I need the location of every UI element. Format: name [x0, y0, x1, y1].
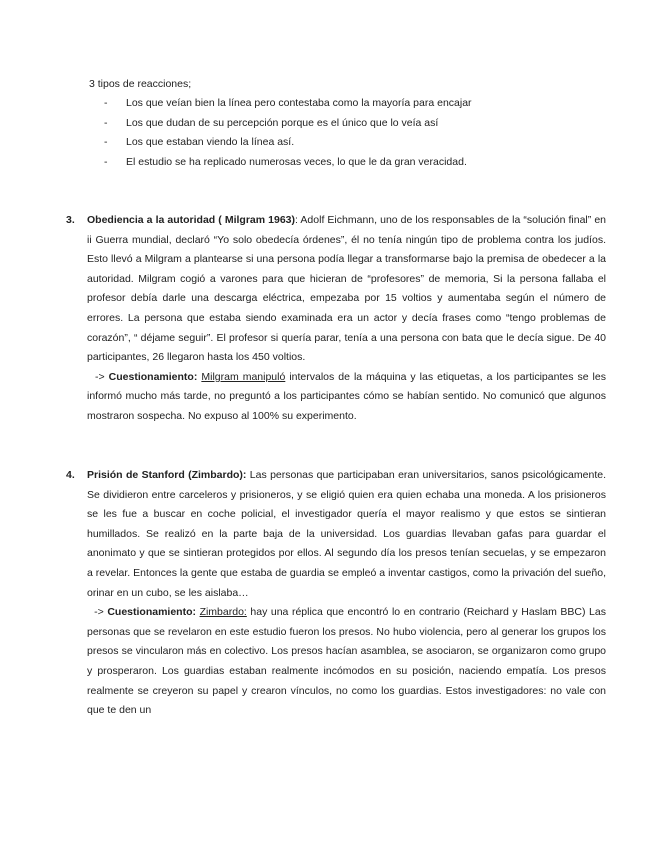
section-stanford [66, 466, 606, 721]
critique-underlined: Zimbardo: [199, 606, 247, 619]
list-item: - Los que estaban viendo la línea así. [104, 135, 574, 155]
arrow-marker: -> [95, 370, 105, 383]
critique-paragraph [87, 603, 606, 721]
critique-text: hay una réplica que encontró lo en contrario (Reichard y Haslam BBC) Las personas que se revelaron en este estudio fueron los presos. No hubo violencia, pero al generar los grupos los presos se vincularon más en colectivo. Los presos hacían asamblea, se asociaron, se organizaron como grupo y prosperaron. Los guardias estaban realmente incómodos en su posición, naciendo empatía. Los presos realmente se creyeron su papel y crearon vínculos, no como los guardias. Estos investigadores: no vale con que te den un [87, 606, 606, 717]
section-body: Las personas que participaban eran universitarios, sanos psicológicamente. Se dividieron entre carceleros y prisioneros, y se eligió quien era quien echaba una moneda. A los prisioneros se les fue a buscar en coche policial, el investigador quería el mayor realismo y que estos se sintieran humillados. Se realizó en la parte baja de la universidad. Los guardias llevaban gafas para guardar el anonimato y que se sintieran protegidos por ellos. Al segundo día los presos tenían secuelas, y se empezaron a revelar. Entonces la gente que estaba de guardia se empleó a inventar castigos, como la privación del sueño, orinar en un cubo, se les aislaba… [87, 469, 606, 599]
section-milgram [66, 211, 606, 427]
section-number: 4. [66, 469, 75, 481]
list-item: - Los que dudan de su percepción porque es el único que lo veía así [104, 116, 574, 136]
critique-text: intervalos de la máquina y las etiquetas, a los participantes se les informó mucho más tarde, no preguntó a los participantes cómo se habían sentido. No comunicó que algunos mostraron sospecha. No expuso al 100% su experimento. [87, 370, 606, 422]
list-item: - Los que veían bien la línea pero contestaba como la mayoría para encajar [104, 96, 574, 116]
section-title: Prisión de Stanford (Zimbardo): [87, 469, 247, 481]
section-body: : Adolf Eichmann, uno de los responsables de la “solución final” en ii Guerra mundial, declaró “Yo solo obedecía órdenes”, él no tenía ningún tipo de problema contra los judíos. Esto llevó a Milgram a plantearse si una persona podía llegar a transformarse bajo la premisa de obedecer a la autoridad. Milgram cogió a varones para que hicieran de “profesores” de memoria, Si la persona fallaba el profesor debía darle una descarga eléctrica, empezaba por 15 voltios y aumentaba según el número de errores. La persona que estaba siendo examinada era un actor y decía frases como “tengo problemas de corazón”, “ déjame seguir”. El profesor si quería parar, tenía a una persona con bata que le decía sigue. De 40 participantes, 26 llegaron hasta los 450 voltios. [87, 214, 606, 364]
reaction-list [104, 96, 574, 174]
critique-underlined: Milgram manipuló [201, 370, 286, 383]
section-number: 3. [66, 214, 75, 226]
section-title: Obediencia a la autoridad ( Milgram 1963) [87, 214, 296, 226]
critique-label: Cuestionamiento: [108, 370, 198, 383]
arrow-marker: -> [94, 606, 104, 619]
list-item: - El estudio se ha replicado numerosas veces, lo que le da gran veracidad. [104, 155, 574, 175]
critique-paragraph [87, 368, 606, 427]
critique-label: Cuestionamiento: [107, 606, 196, 619]
intro-text: 3 tipos de reacciones; [89, 78, 192, 90]
